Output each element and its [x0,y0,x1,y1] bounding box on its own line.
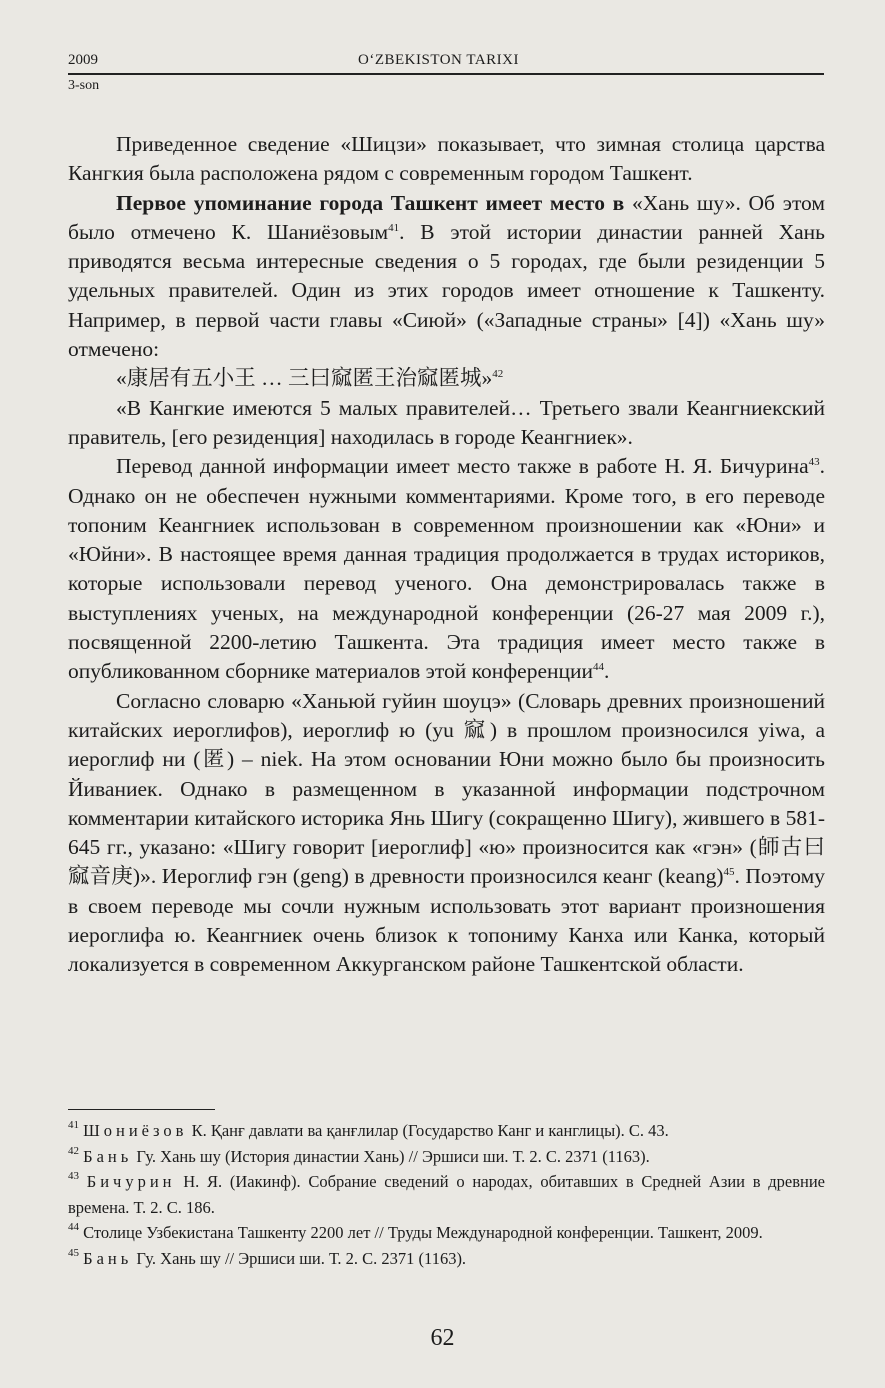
footnote-text: Столице Узбекистана Ташкенту 2200 лет // Труды Международной конференции. Ташкент, 2009. [83,1223,763,1243]
paragraph-5-text-a: Перевод данной информации имеет место также в работе Н. Я. Бичурина [116,454,809,479]
paragraph-6-text-b: . Поэтому в своем переводе мы сочли нужным использовать этот вариант произношения иероглифа ю. Кеангниек очень близок к топониму Канха или Канка, который локализуется в современном Аккурганском районе Ташкентской области. [68,864,825,977]
footnote-41 [68,1118,825,1144]
footnote-44 [68,1220,825,1246]
page-number: 62 [430,1325,455,1351]
footnote-45 [68,1246,825,1272]
paragraph-2-text-b: . В этой истории династии ранней Хань приводятся весьма интересные сведения о 5 городах, где были резиденции 5 удельных правителей. Один из этих городов имеет отношение к Ташкенту. Например, в первой части главы «Сиюй» («Западные страны» [4]) «Хань шу» отмечено: [68,219,825,362]
footnote-author: Шониёзов [83,1121,188,1140]
paragraph-2-text-a: «Хань шу». Об этом было отмечено К. Шаниёзовым [68,190,826,244]
chinese-quote-text: «康居有五小王 … 三曰窳匿王治窳匿城» [116,366,493,391]
paragraph-2 [68,189,825,365]
paragraph-5-text-b: . Однако он не обеспечен нужными комментариями. Кроме того, в его переводе топоним Кеангниек использован в современном произношении как «Юни» и «Юйни». В настоящее время данная традиция продолжается в трудах историков, которые использовали перевод ученого. Она демонстрировалась также в выступлениях ученых, на международной конференции (26-27 мая 2009 г.), посвященной 2200-летию Ташкента. Эта традиция имеет место также в опубликованном сборнике материалов этой конференции [68,454,825,684]
paragraph-1: Приведенное сведение «Шицзи» показывает, что зимная столица царства Кангкия была расположена рядом с современным городом Ташкент. [68,132,825,186]
footnote-ref: 42 [492,368,504,381]
footnote-text: Гу. Хань шу // Эршиси ши. Т. 2. С. 2371 (1163). [132,1248,467,1268]
header-issue: 3-son [68,78,100,93]
paragraph-translation: «В Кангкие имеются 5 малых правителей… Третьего звали Кеангниекский правитель, [его резиденция] находилась в городе Кеангниек». [68,395,825,449]
footnote-ref: 43 [808,456,820,469]
footnotes [68,1118,825,1272]
paragraph-6 [68,687,825,980]
bold-lead: Первое упоминание города Ташкент имеет место в [116,190,625,215]
footnote-number: 42 [68,1144,79,1157]
footnote-author: Бичурин [86,1172,176,1192]
footnote-separator [68,1109,215,1110]
footnote-ref: 44 [593,661,605,674]
footnote-number: 41 [68,1119,79,1131]
header-year: 2009 [68,52,98,68]
paragraph-5 [68,452,825,686]
footnote-text: Гу. Хань шу (История династии Хань) // Эршиси ши. Т. 2. С. 2371 (1163). [132,1146,650,1166]
footnote-text: Н. Я. (Иакинф). Собрание сведений о народах, обитавших в Средней Азии в древние времена. Т. 2. С. 186. [68,1172,826,1217]
footnote-ref: 41 [388,221,400,234]
footnote-43 [68,1169,825,1220]
footnote-ref: 45 [723,866,735,879]
footnote-42 [68,1144,825,1170]
journal-title: O‘ZBEKISTON TARIXI [358,52,519,68]
footnote-text: К. Қанғ давлати ва қанғлилар (Государство Канг и канглицы). С. 43. [187,1121,669,1140]
paragraph-6-text-a: Согласно словарю «Ханьюй гуйин шоуцэ» (Словарь древних произношений китайских иероглифов), иероглиф ю (yu 窳) в прошлом произносился yiwa, а иероглиф ни (匿) – niek. На этом основании Юни можно было бы произносить Йиваниек. Однако в размещенном в указанной информации подстрочном комментарии китайского историка Янь Шигу (сокращенно Шигу), жившего в 581-645 гг., указано: «Шигу говорит [иероглиф] «ю» произносится как «гэн» (師古曰窳音庚)». Иероглиф гэн (geng) в древности произносился кеанг (keang) [68,688,825,889]
footnote-number: 45 [68,1246,79,1259]
article-body [68,130,825,980]
footnote-number: 44 [68,1221,79,1234]
paragraph-chinese-quote [68,364,825,393]
paragraph-5-text-c: . [604,659,610,684]
footnote-number: 43 [68,1170,79,1183]
footnote-author: Бань [83,1146,133,1166]
running-header [68,52,824,96]
header-rule [68,73,824,75]
footnote-author: Бань [83,1248,133,1268]
